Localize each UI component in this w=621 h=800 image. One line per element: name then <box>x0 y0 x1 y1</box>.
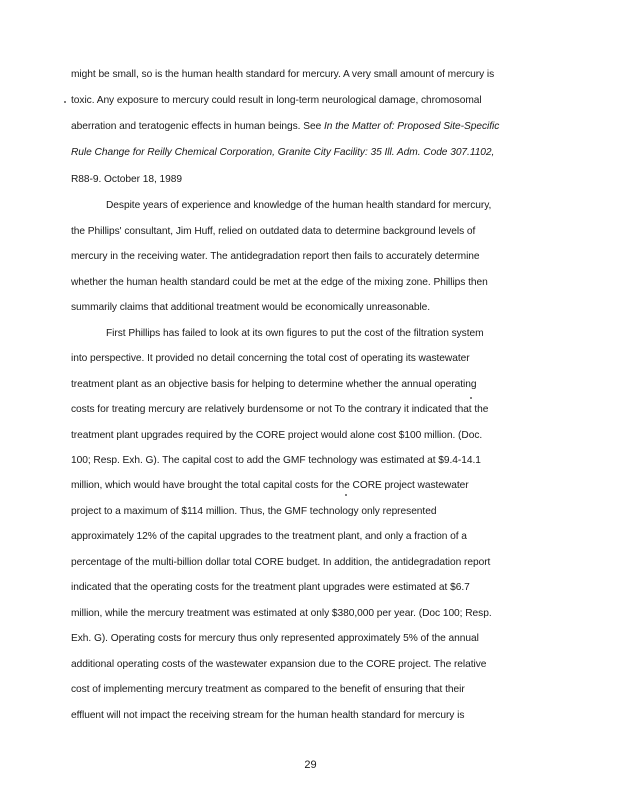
scan-speck <box>64 101 66 103</box>
text-line: cost of implementing mercury treatment as compared to the benefit of ensuring that their <box>71 684 465 695</box>
text-line: 100; Resp. Exh. G). The capital cost to add the GMF technology was estimated at $9.4-14.1 <box>71 455 481 466</box>
text-line: treatment plant upgrades required by the CORE project would alone cost $100 million. (Doc. <box>71 430 483 441</box>
text-line: Despite years of experience and knowledge of the human health standard for mercury, <box>106 200 492 211</box>
text-line: mercury in the receiving water. The antidegradation report then fails to accurately determine <box>71 251 480 262</box>
text-line: indicated that the operating costs for the treatment plant upgrades were estimated at $6.7 <box>71 582 470 593</box>
case-citation-line: Rule Change for Reilly Chemical Corporation, Granite City Facility: 35 Ill. Adm. Code 307.1102, <box>71 147 495 158</box>
text-line: whether the human health standard could be met at the edge of the mixing zone. Phillips then <box>71 277 488 288</box>
text-line: additional operating costs of the wastewater expansion due to the CORE project. The relative <box>71 659 487 670</box>
text-line: Exh. G). Operating costs for mercury thus only represented approximately 5% of the annual <box>71 633 479 644</box>
text-line <box>71 121 499 133</box>
text-segment: aberration and teratogenic effects in human beings. See <box>71 121 322 132</box>
text-line: million, which would have brought the total capital costs for the CORE project wastewater <box>71 480 469 491</box>
text-line: costs for treating mercury are relatively burdensome or not To the contrary it indicated that the <box>71 404 489 415</box>
text-line: toxic. Any exposure to mercury could result in long-term neurological damage, chromosomal <box>71 95 482 106</box>
text-line: the Phillips' consultant, Jim Huff, relied on outdated data to determine background levels of <box>71 226 476 237</box>
scan-speck <box>345 494 347 496</box>
text-line: First Phillips has failed to look at its own figures to put the cost of the filtration system <box>106 328 484 339</box>
text-line: percentage of the multi-billion dollar total CORE budget. In addition, the antidegradation report <box>71 557 491 568</box>
text-line: approximately 12% of the capital upgrades to the treatment plant, and only a fraction of a <box>71 531 467 542</box>
text-line: might be small, so is the human health standard for mercury. A very small amount of mercury is <box>71 69 495 80</box>
text-line: treatment plant as an objective basis for helping to determine whether the annual operating <box>71 379 477 390</box>
text-line: R88-9. October 18, 1989 <box>71 174 182 185</box>
text-line: million, while the mercury treatment was estimated at only $380,000 per year. (Doc 100; Resp. <box>71 608 492 619</box>
scan-speck <box>470 397 472 399</box>
text-line: effluent will not impact the receiving stream for the human health standard for mercury is <box>71 710 465 721</box>
text-line: summarily claims that additional treatment would be economically unreasonable. <box>71 302 431 313</box>
page-number: 29 <box>304 759 317 771</box>
case-citation: In the Matter of: Proposed Site-Specific <box>321 121 500 132</box>
text-line: into perspective. It provided no detail concerning the total cost of operating its wastewater <box>71 353 470 364</box>
text-line: project to a maximum of $114 million. Thus, the GMF technology only represented <box>71 506 437 517</box>
